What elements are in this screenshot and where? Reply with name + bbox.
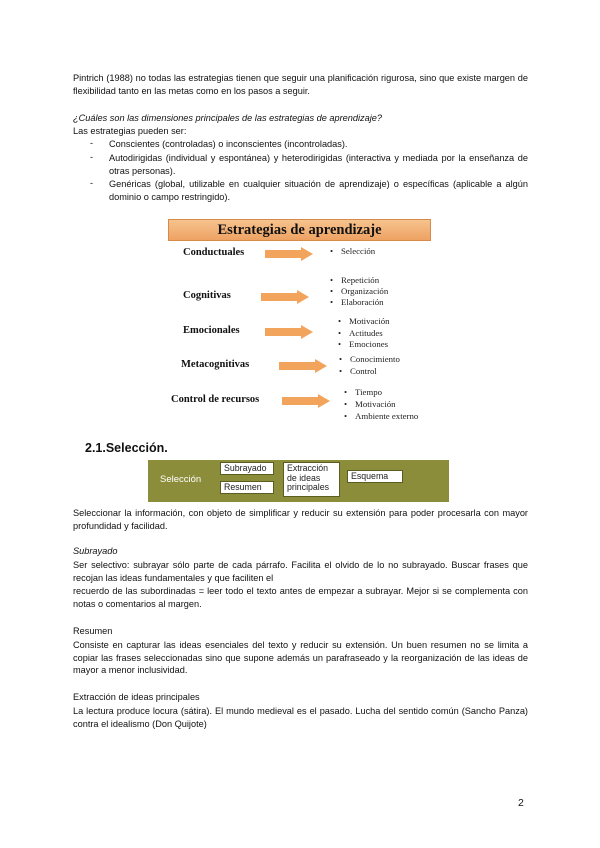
selection-box-title: Selección [160, 474, 202, 485]
category-control-recursos: Control de recursos [171, 394, 260, 405]
item-organizacion: • Organización [341, 286, 388, 296]
bullet-text-2: Autodirigidas (individual y espontánea) y heterodirigidas (interactiva y mediada por la enseñanza de otras personas). [109, 153, 528, 176]
section-heading: 2.1.Selección. [85, 441, 168, 455]
category-emocionales: Emocionales [183, 325, 240, 336]
extraccion-text: La lectura produce locura (sátira). El mundo medieval es el pasado. Lucha del sentido común (Sancho Panza) contra el idealismo (Don Quijote) [73, 706, 528, 729]
bullet-dash-2: - [90, 152, 94, 162]
box-esquema: Esquema [347, 470, 403, 483]
strategies-diagram [168, 219, 431, 424]
item-actitudes: • Actitudes [349, 328, 383, 338]
category-conductuales: Conductuales [183, 247, 245, 258]
item-motivacion: • Motivación [349, 316, 390, 326]
selection-box [148, 460, 449, 502]
resumen-title: Resumen [73, 626, 113, 636]
category-cognitivas: Cognitivas [183, 290, 231, 301]
subrayado-text: Ser selectivo: subrayar sólo parte de cada párrafo. Facilita el olvido de lo no subrayado. Buscar frases que recojan las ideas fundamentales y que faciliten el [73, 560, 528, 583]
item-seleccion: • Selección [341, 246, 375, 256]
subrayado-title: Subrayado [73, 546, 118, 556]
arrow-icon [282, 394, 330, 408]
subrayado-text-2: recuerdo de las subordinadas = leer todo el texto antes de empezar a subrayar. Mejor si se complementa con notas o comentarios al margen. [73, 586, 528, 609]
category-metacognitivas: Metacognitivas [181, 359, 250, 370]
arrow-icon [261, 290, 309, 304]
item-repeticion: • Repetición [341, 275, 379, 285]
item-conocimiento: • Conocimiento [350, 354, 400, 364]
intro-paragraph: Pintrich (1988) no todas las estrategias tienen que seguir una planificación rigurosa, sino que existe margen de flexibilidad tanto en las metas como en los pasos a seguir. [73, 73, 528, 96]
item-tiempo: • Tiempo [355, 387, 382, 397]
bullet-dash-1: - [90, 138, 94, 148]
page-number: 2 [518, 797, 524, 809]
arrow-icon [265, 325, 313, 339]
bullet-text-3: Genéricas (global, utilizable en cualquier situación de aprendizaje) o específicas (aplicable a algún dominio o campo restringido). [109, 179, 528, 202]
box-extraccion: Extracción de ideas principales [283, 462, 340, 497]
extraccion-title: Extracción de ideas principales [73, 692, 200, 702]
question-line: ¿Cuáles son las dimensiones principales de las estrategias de aprendizaje? [73, 113, 382, 123]
resumen-text: Consiste en capturar las ideas esenciales del texto y reducir su extensión. Un buen resumen no se limita a copiar las frases seleccionadas sino que supone además un parafraseado y la reorganización de las ideas de mayor a menor inclusividad. [73, 640, 528, 676]
item-ambiente-externo: • Ambiente externo [355, 411, 418, 421]
bullet-dash-3: - [90, 178, 94, 188]
selection-paragraph: Seleccionar la información, con objeto de simplificar y reducir su extensión para poder procesarla con mayor profundidad y facilidad. [73, 508, 528, 531]
diagram-title: Estrategias de aprendizaje [168, 219, 431, 241]
arrow-icon [265, 247, 313, 261]
item-elaboracion: • Elaboración [341, 297, 384, 307]
box-subrayado: Subrayado [220, 462, 274, 475]
bullet-text-1: Conscientes (controladas) o inconscientes (incontroladas). [109, 139, 348, 149]
box-resumen: Resumen [220, 481, 274, 494]
arrow-icon [279, 359, 327, 373]
item-control: • Control [350, 366, 377, 376]
item-emociones: • Emociones [349, 339, 388, 349]
lead-line: Las estrategias pueden ser: [73, 126, 187, 136]
item-motivacion-2: • Motivación [355, 399, 396, 409]
